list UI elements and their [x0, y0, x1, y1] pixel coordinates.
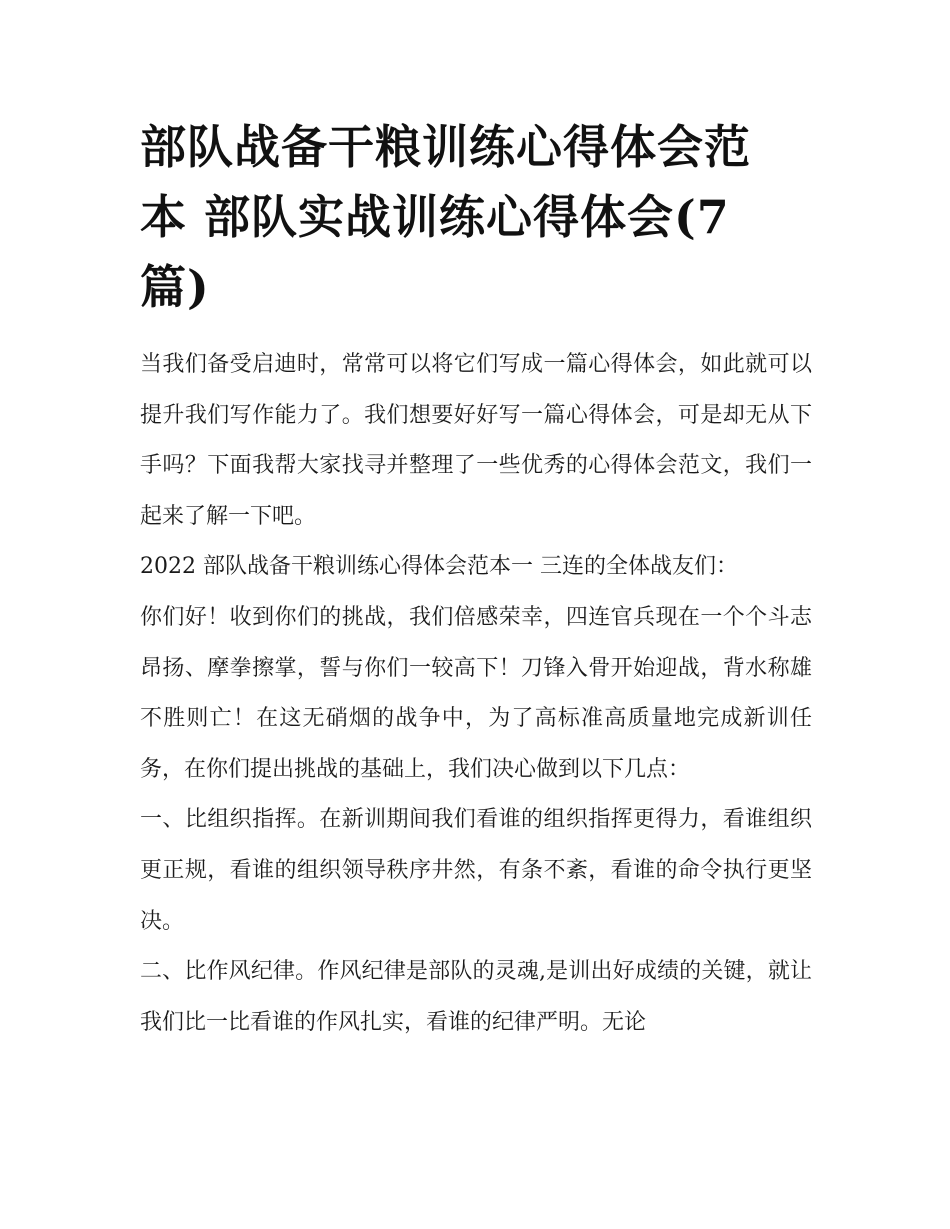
document-content: [140, 112, 812, 1048]
section-heading-paragraph: 2022 部队战备干粮训练心得体会范本一 三连的全体战友们：: [140, 554, 738, 580]
document-body: [140, 340, 812, 1048]
title-line: 篇): [140, 260, 210, 314]
document-title: [140, 112, 812, 322]
title-line: 部队战备干粮训练心得体会范: [140, 120, 751, 174]
body-paragraph: 一、比组织指挥。在新训期间我们看谁的组织指挥更得力，看谁组织更正规，看谁的组织领导秩序井然，有条不紊，看谁的命令执行更坚决。: [140, 807, 812, 934]
intro-paragraph: 当我们备受启迪时，常常可以将它们写成一篇心得体会，如此就可以提升我们写作能力了。我们想要好好写一篇心得体会，可是却无从下手吗？下面我帮大家找寻并整理了一些优秀的心得体会范文，我们一起来了解一下吧。: [140, 352, 812, 529]
title-line: 本 部队实战训练心得体会(7: [140, 190, 730, 244]
body-paragraph: 二、比作风纪律。作风纪律是部队的灵魂,是训出好成绩的关键，就让我们比一比看谁的作风扎实，看谁的纪律严明。无论: [140, 959, 812, 1035]
body-paragraph: 你们好！收到你们的挑战，我们倍感荣幸，四连官兵现在一个个斗志昂扬、摩拳擦掌，誓与你们一较高下！刀锋入骨开始迎战，背水称雄不胜则亡！在这无硝烟的战争中，为了高标准高质量地完成新训任务，在你们提出挑战的基础上，我们决心做到以下几点：: [140, 604, 812, 782]
